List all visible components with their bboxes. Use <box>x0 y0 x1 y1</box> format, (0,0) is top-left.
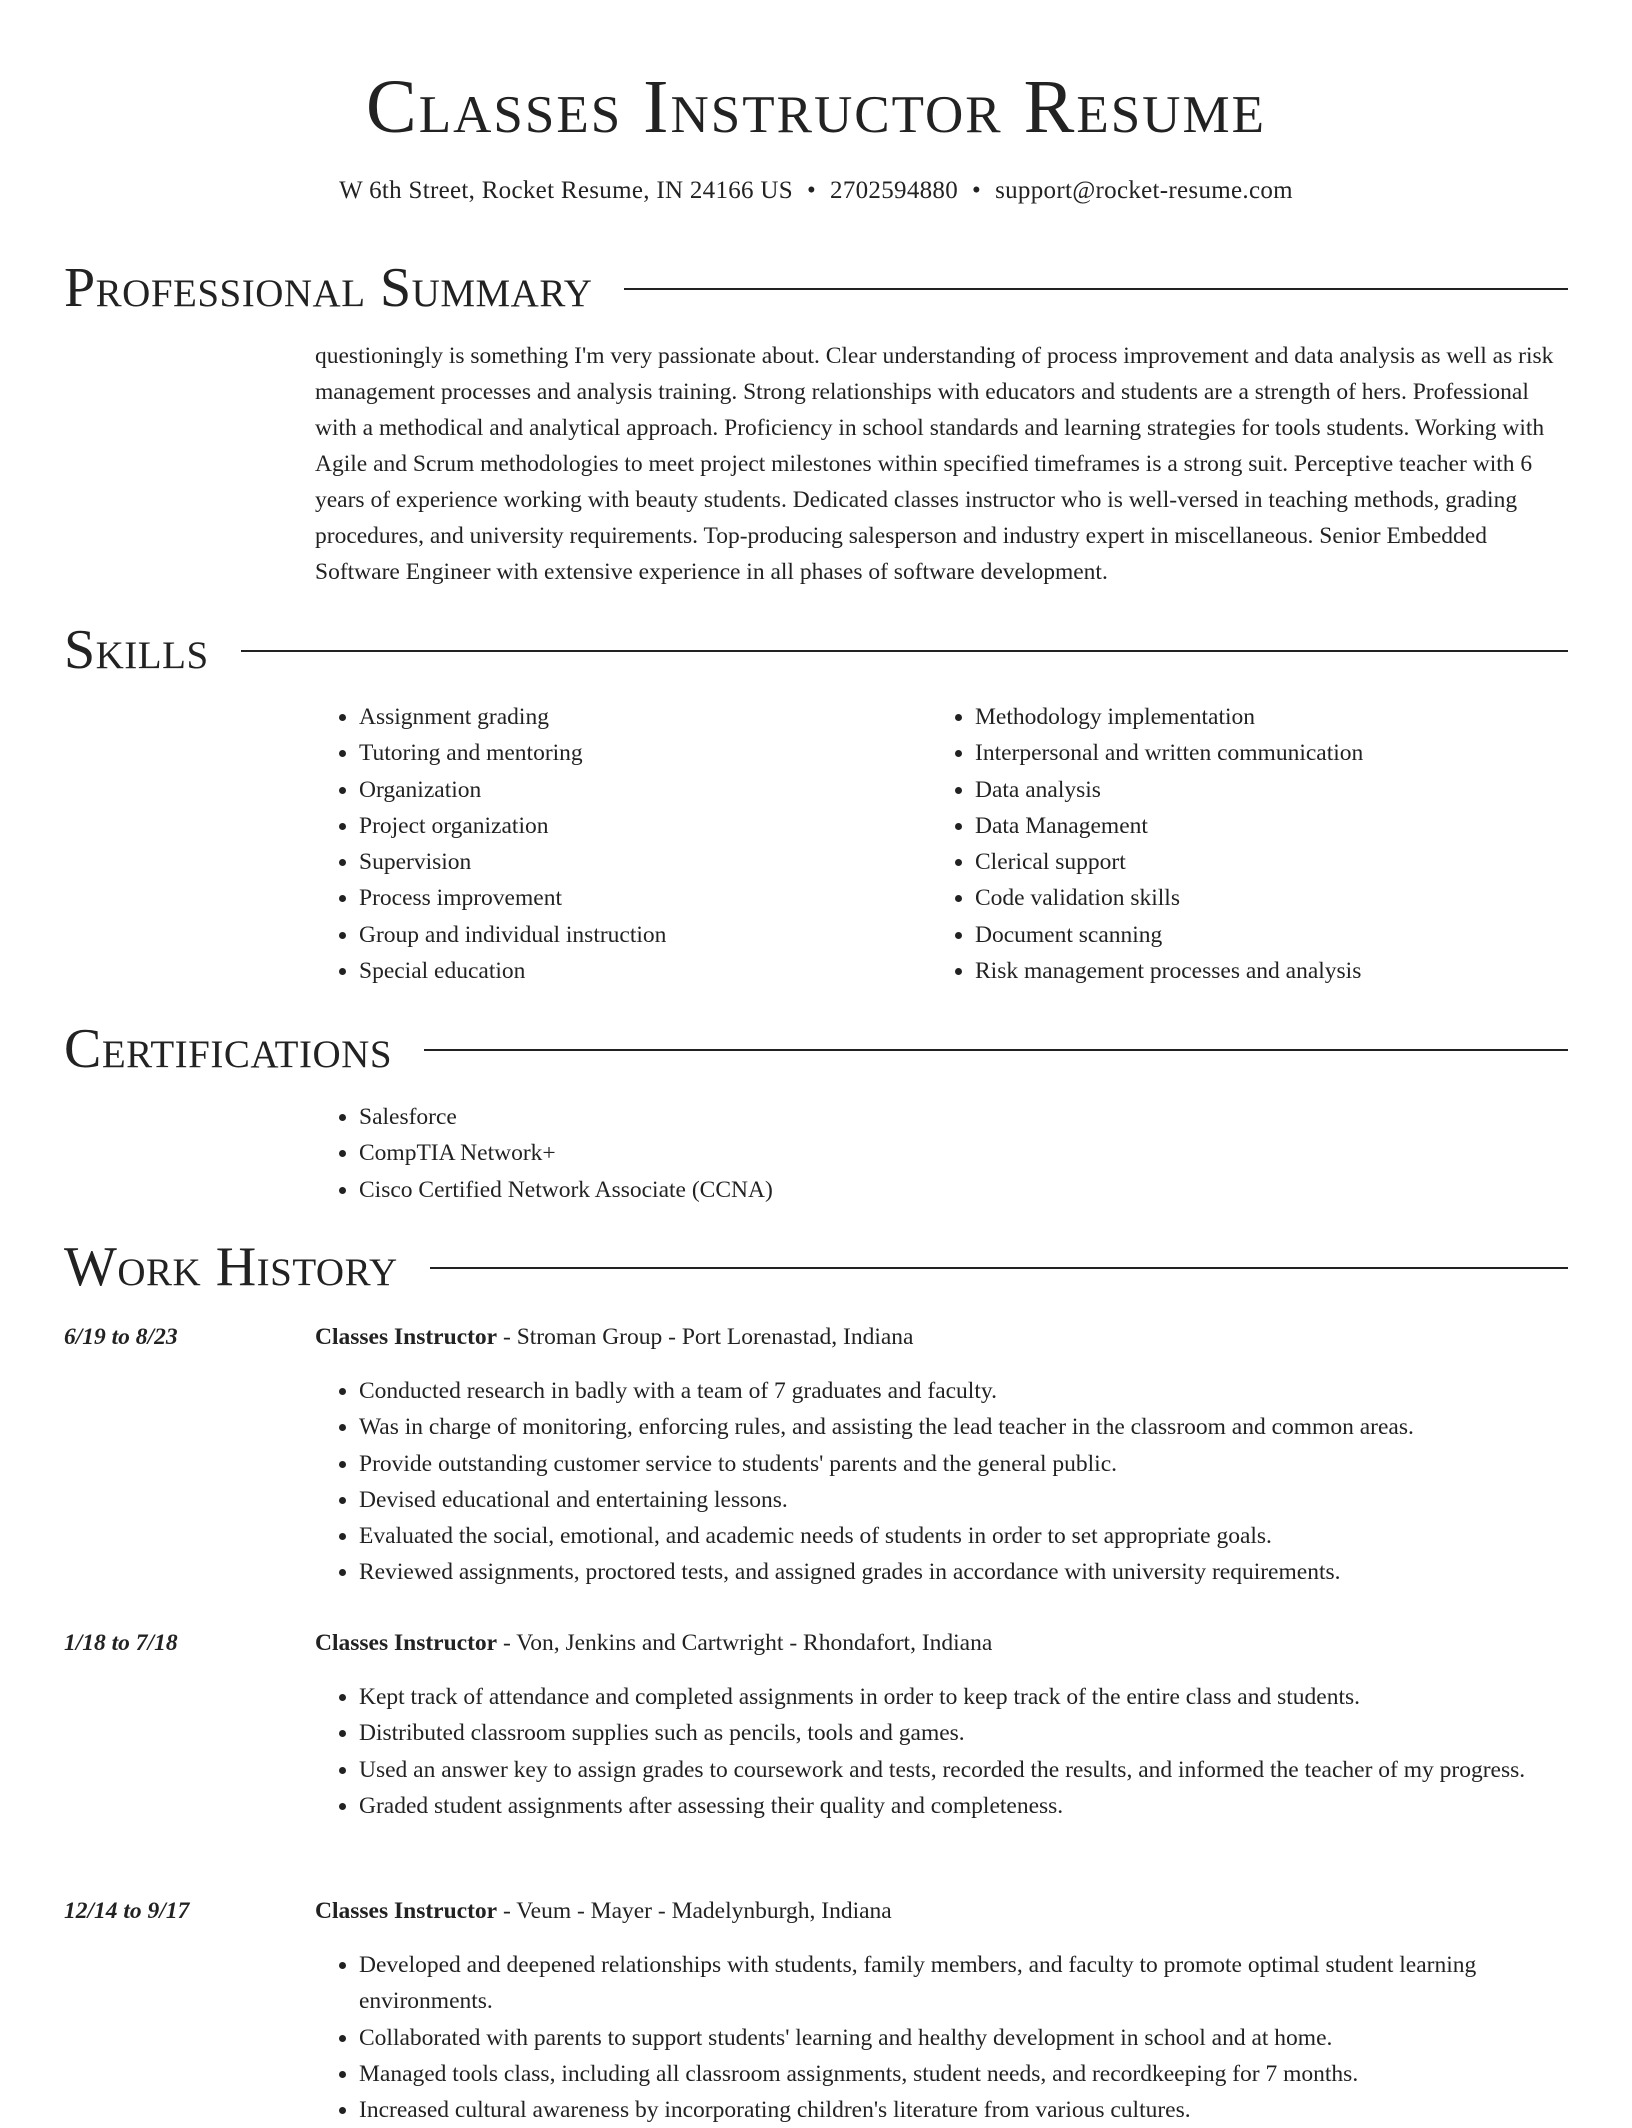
certification-item: • Salesforce <box>359 1099 1215 1135</box>
section-divider <box>424 1049 1568 1051</box>
summary-text: questioningly is something I'm very passionate about. Clear understanding of process improvement and data analysis as well as risk management processes and analysis training. Strong relationships with educators and students are a strength of hers. Professional with a methodical and analytical approach. Proficiency in school standards and learning strategies for tools students. Working with Agile and Scrum methodologies to meet project milestones within specified timeframes is a strong suit. Perceptive teacher with 6 years of experience working with beauty students. Dedicated classes instructor who is well-versed in teaching methods, grading procedures, and university requirements. Top-producing salesperson and industry expert in miscellaneous. Senior Embedded Software Engineer with extensive experience in all phases of software development. <box>315 343 1554 585</box>
contact-separator: • <box>972 177 982 204</box>
resume-title: Classes Instructor Resume <box>366 65 1266 149</box>
job-bullet: • Developed and deepened relationships with students, family members, and faculty to promote optimal student learning environments. <box>359 1947 1568 2020</box>
skill-item: • Supervision <box>359 844 875 880</box>
skill-item: • Process improvement <box>359 880 875 916</box>
job-bullet: • Was in charge of monitoring, enforcing rules, and assisting the lead teacher in the classroom and common areas. <box>359 1409 1568 1445</box>
skill-item: • Special education <box>359 953 875 989</box>
contact-line <box>0 174 1632 208</box>
certification-item: • CompTIA Network+ <box>359 1135 1215 1171</box>
job-heading <box>315 1625 992 1661</box>
skills-section-header <box>64 618 1568 682</box>
certifications-section-header <box>64 1017 1568 1081</box>
job-employer: - Veum - Mayer - Madelynburgh, Indiana <box>497 1898 892 1924</box>
skill-item: • Project organization <box>359 808 875 844</box>
skill-item: • Data analysis <box>975 772 1491 808</box>
skill-item: • Data Management <box>975 808 1491 844</box>
job-bullet-list <box>315 1373 1568 1591</box>
job-heading <box>315 1893 892 1929</box>
contact-separator: • <box>806 177 817 204</box>
job-bullet: • Devised educational and entertaining lessons. <box>359 1482 1568 1518</box>
job-bullet: • Managed tools class, including all classroom assignments, student needs, and recordkeeping for 7 months. <box>359 2056 1568 2092</box>
section-divider <box>241 650 1568 652</box>
job-bullet: • Conducted research in badly with a team of 7 graduates and faculty. <box>359 1373 1568 1409</box>
summary-heading: Professional Summary <box>64 257 593 319</box>
job-bullet: • Graded student assignments after assessing their quality and completeness. <box>359 1788 1568 1824</box>
job-bullets <box>315 1373 1568 1591</box>
job-employer: - Stroman Group - Port Lorenastad, Indiana <box>497 1324 914 1350</box>
contact-phone: 2702594880 <box>830 177 959 204</box>
skills-right-column <box>931 699 1491 989</box>
job-bullet: • Increased cultural awareness by incorporating children's literature from various cultures. <box>359 2092 1568 2128</box>
job-bullet: • Provide outstanding customer service to students' parents and the general public. <box>359 1446 1568 1482</box>
skills-left-list <box>315 699 875 989</box>
job-heading <box>315 1319 914 1355</box>
section-divider <box>624 288 1568 290</box>
job-dates: 1/18 to 7/18 <box>64 1630 178 1656</box>
work-section-header <box>64 1235 1568 1299</box>
job-dates: 6/19 to 8/23 <box>64 1324 178 1350</box>
skill-item: • Organization <box>359 772 875 808</box>
job-title: Classes Instructor <box>315 1898 498 1924</box>
skill-item: • Methodology implementation <box>975 699 1491 735</box>
skill-item: • Risk management processes and analysis <box>975 953 1491 989</box>
skills-right-list <box>931 699 1491 989</box>
job-bullet: • Evaluated the social, emotional, and academic needs of students in order to set appropriate goals. <box>359 1518 1568 1554</box>
section-divider <box>430 1267 1568 1269</box>
job-dates: 12/14 to 9/17 <box>64 1898 190 1924</box>
job-bullet: • Collaborated with parents to support students' learning and healthy development in school and at home. <box>359 2020 1568 2056</box>
certifications-list <box>315 1099 1215 1208</box>
certification-item: • Cisco Certified Network Associate (CCNA) <box>359 1172 1215 1208</box>
job-bullet: • Distributed classroom supplies such as pencils, tools and games. <box>359 1715 1568 1751</box>
job-bullet: • Used an answer key to assign grades to coursework and tests, recorded the results, and informed the teacher of my progress. <box>359 1752 1568 1788</box>
job-bullets <box>315 1947 1568 2128</box>
skill-item: • Assignment grading <box>359 699 875 735</box>
skills-left-column <box>315 699 875 989</box>
contact-email: support@rocket-resume.com <box>995 177 1293 204</box>
certifications-block <box>315 1099 1215 1208</box>
job-title: Classes Instructor <box>315 1324 498 1350</box>
job-bullet: • Kept track of attendance and completed assignments in order to keep track of the entire class and students. <box>359 1679 1568 1715</box>
skill-item: • Tutoring and mentoring <box>359 735 875 771</box>
job-employer: - Von, Jenkins and Cartwright - Rhondafort, Indiana <box>497 1630 993 1656</box>
skills-heading: Skills <box>64 619 209 681</box>
skill-item: • Group and individual instruction <box>359 917 875 953</box>
contact-address: W 6th Street, Rocket Resume, IN 24166 US <box>339 177 793 204</box>
work-heading: Work History <box>64 1236 398 1298</box>
skill-item: • Document scanning <box>975 917 1491 953</box>
certifications-heading: Certifications <box>64 1018 393 1080</box>
summary-section-header <box>64 256 1568 320</box>
job-bullets <box>315 1679 1568 1824</box>
job-title: Classes Instructor <box>315 1630 498 1656</box>
job-bullet-list <box>315 1679 1568 1824</box>
skill-item: • Clerical support <box>975 844 1491 880</box>
job-bullet: • Reviewed assignments, proctored tests, and assigned grades in accordance with university requirements. <box>359 1554 1568 1590</box>
job-bullet-list <box>315 1947 1568 2128</box>
skill-item: • Code validation skills <box>975 880 1491 916</box>
skill-item: • Interpersonal and written communication <box>975 735 1491 771</box>
